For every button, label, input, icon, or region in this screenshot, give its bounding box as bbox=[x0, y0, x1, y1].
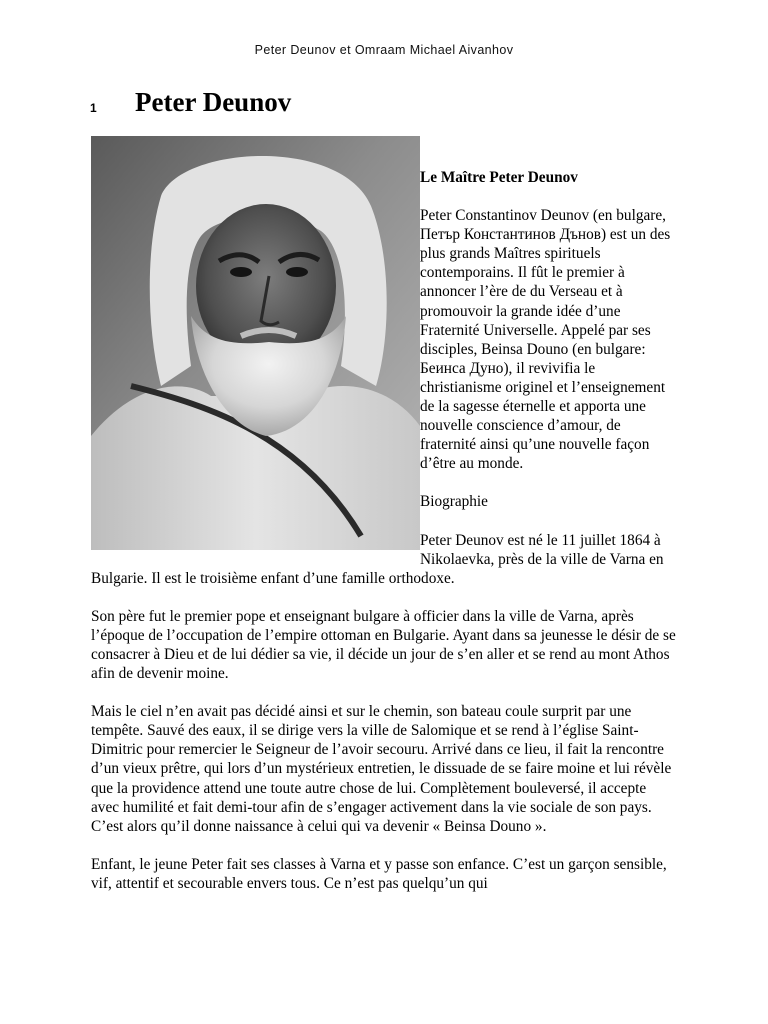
paragraph: Peter Constantinov Deunov (en bulgare, Петър Константинов Дънов) est un des plus grands Maîtres spirituels contemporains. Il fût le premier à annoncer l’ère de du Verseau et à promouvoir la grande idée d’une Fraternité Universelle. Appelé par ses disciples, Beinsa Douno (en bulgare: Беинса Дуно), il revivifia le christianisme originel et l’enseignement de la sagesse éternelle et apporta une nouvelle conscience d’amour, de fraternité ainsi qu’une nouvelle façon d’être au monde. bbox=[420, 207, 671, 473]
chapter-title: Peter Deunov bbox=[135, 87, 292, 117]
running-header: Peter Deunov et Omraam Michael Aivanhov bbox=[254, 43, 514, 57]
photo-wrap-spacer bbox=[91, 168, 420, 550]
paragraph: Peter Deunov est né le 11 juillet 1864 à Nikolaevka, près de la ville de Varna en Bulgarie. Il est le troisième enfant d’une famille orthodoxe. bbox=[91, 531, 664, 587]
chapter-number: 1 bbox=[90, 101, 97, 115]
subheading-biographie: Biographie bbox=[420, 493, 488, 511]
paragraph: Mais le ciel n’en avait pas décidé ainsi et sur le chemin, son bateau coule surprit par une tempête. Sauvé des eaux, il se dirige vers la ville de Salomique et se rend à l’église Saint-Dimitric pour remercier le Seigneur de l’avoir secouru. Arrivé dans ce lieu, il fait la rencontre d’un vieux prêtre, qui lors d’un mystérieux entretien, le dissuade de se faire moine et lui révèle que la providence attend une toute autre chose de lui. Complètement bouleversé, il accepte avec humilité et fait demi-tour afin de s’engager activement dans la vie sociale de son pays. C’est alors qu’il donne naissance à celui qui va devenir « Beinsa Douno ». bbox=[91, 703, 672, 835]
paragraph: Son père fut le premier pope et enseignant bulgare à officier dans la ville de Varna, après l’époque de l’occupation de l’empire ottoman en Bulgarie. Ayant dans sa jeunesse le désir de se consacrer à Dieu et de lui dédier sa vie, il décide un jour de s’en aller et se rend au mont Athos afin de devenir moine. bbox=[91, 607, 676, 683]
body-text bbox=[91, 168, 677, 912]
section-heading: Le Maître Peter Deunov bbox=[420, 169, 578, 186]
paragraph: Enfant, le jeune Peter fait ses classes à Varna et y passe son enfance. C’est un garçon sensible, vif, attentif et secourable envers tous. Ce n’est pas quelqu’un qui bbox=[91, 855, 667, 892]
